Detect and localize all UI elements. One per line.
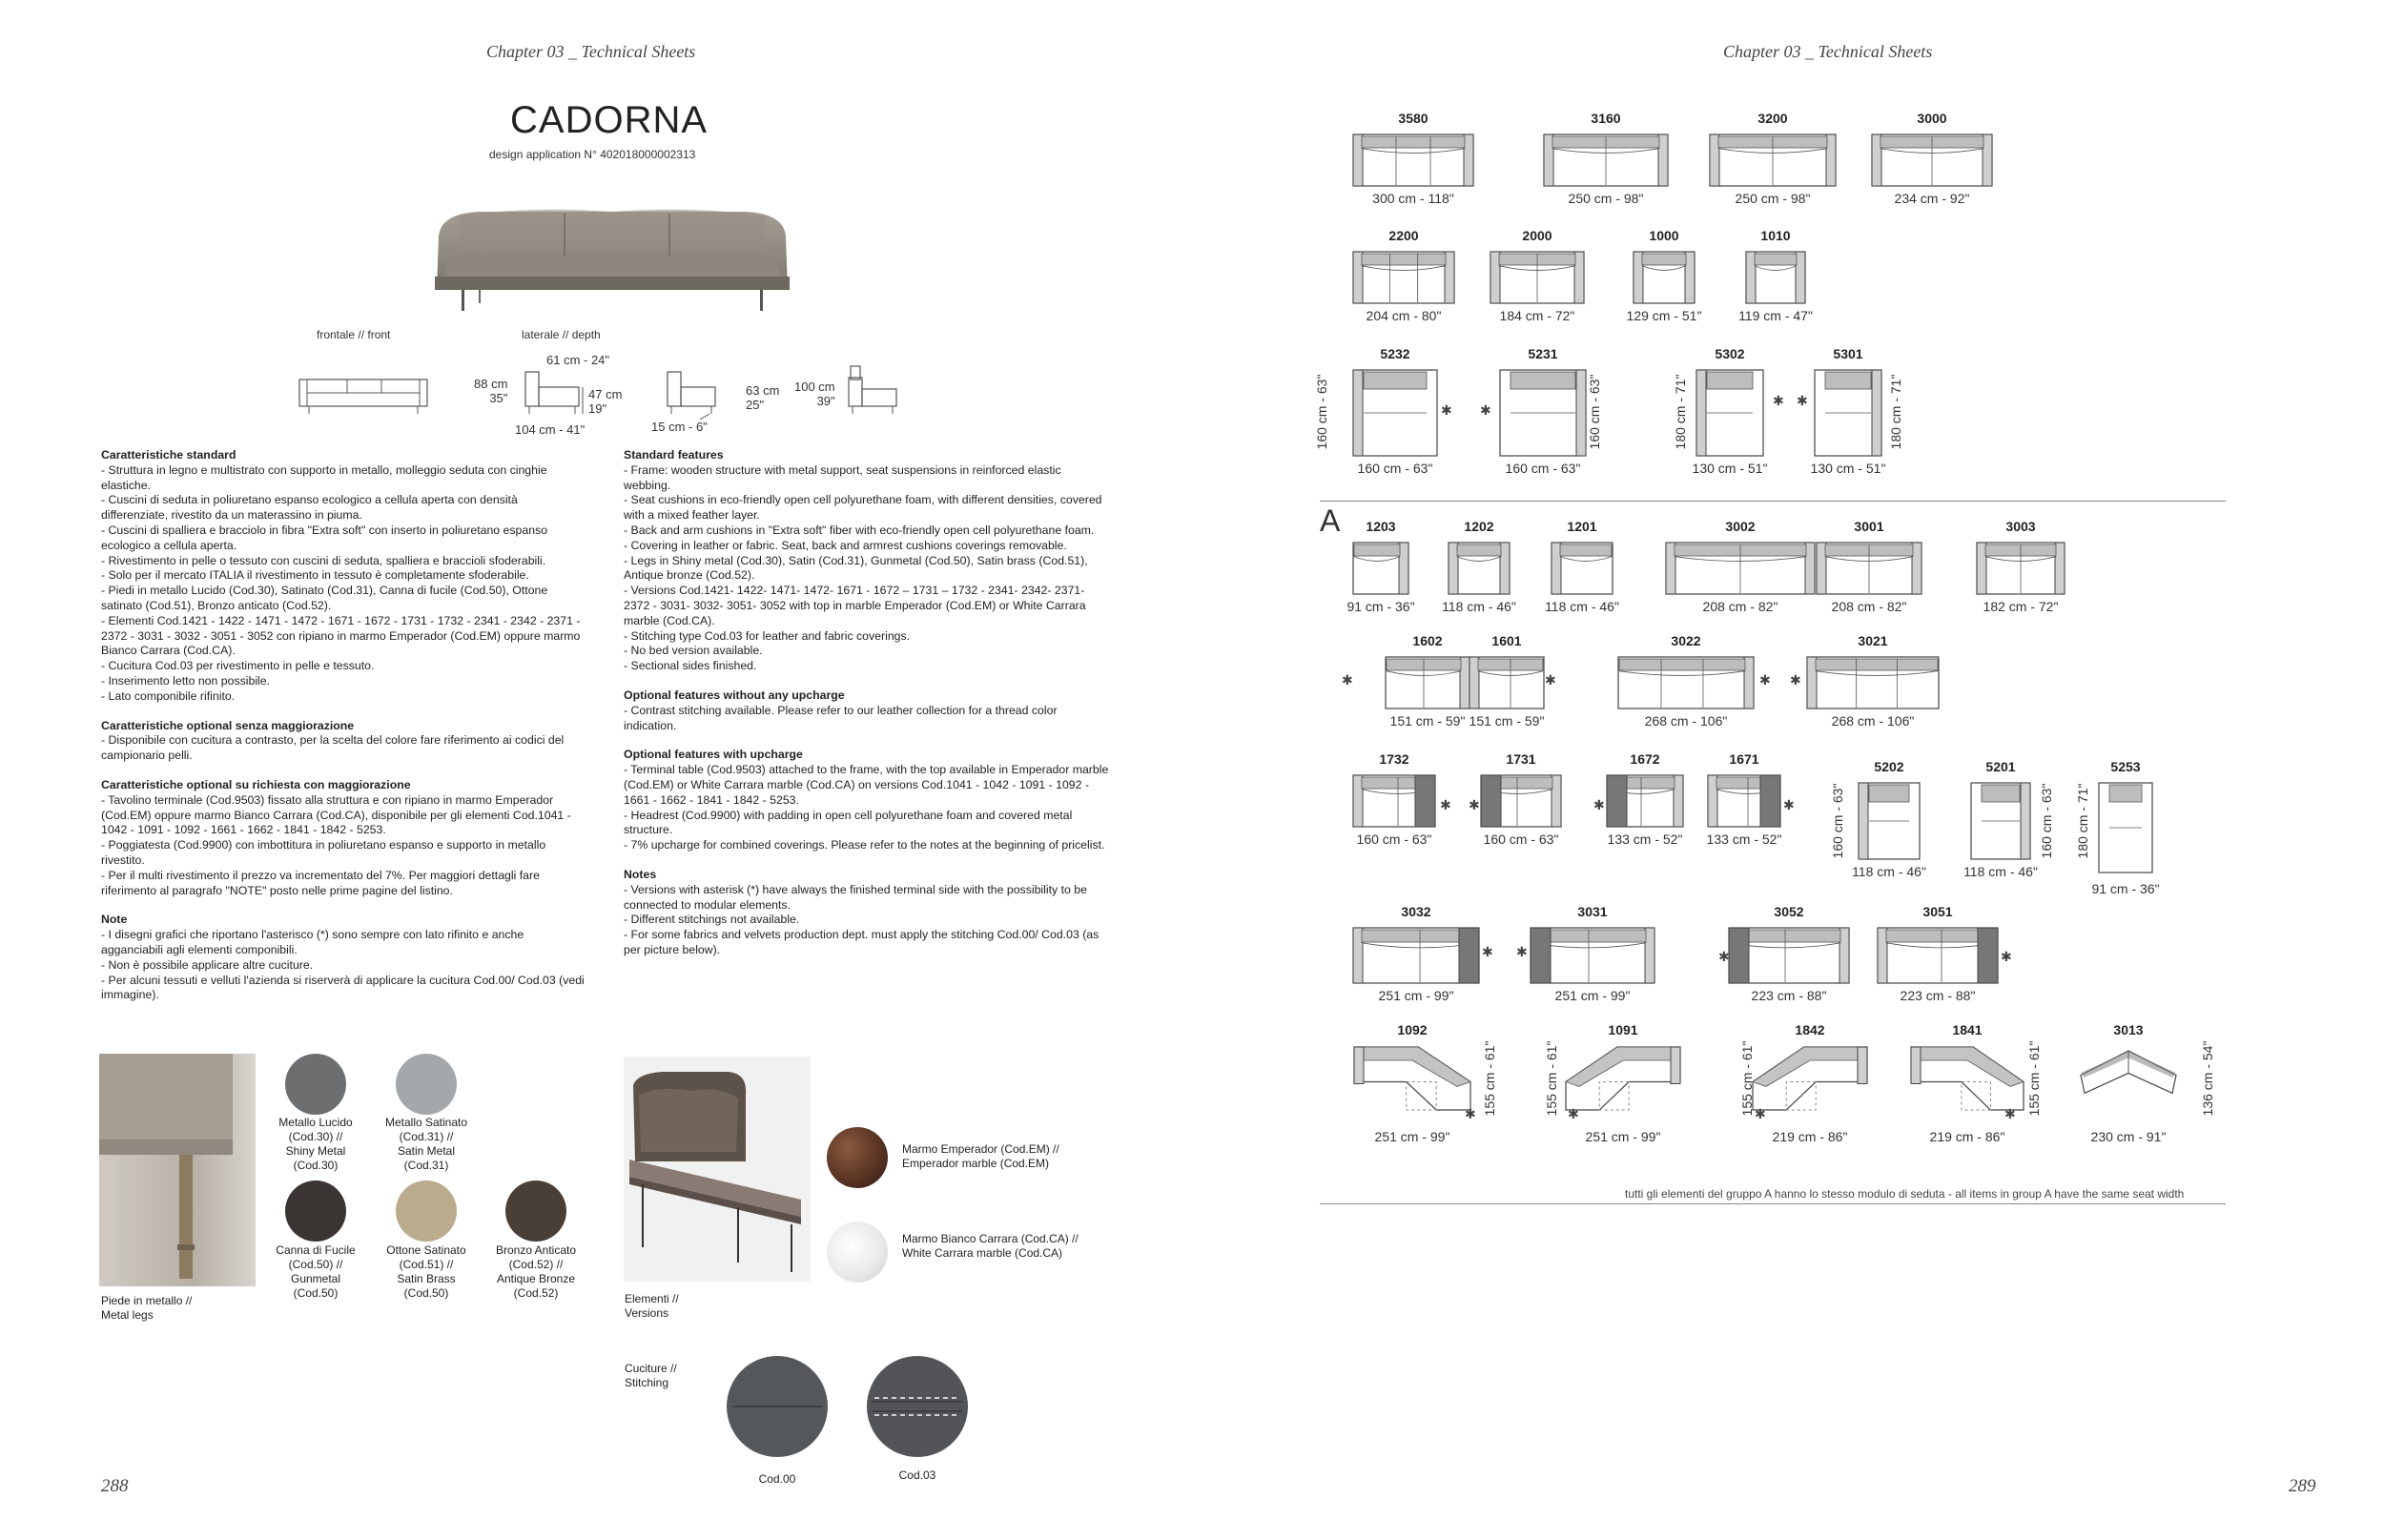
module-drawing-3052 [1728, 927, 1850, 989]
page-number-right: 289 [2289, 1476, 2316, 1496]
it-standard-line: - Solo per il mercato ITALIA il rivestimento in tessuto è completamente sfoderabile. [101, 568, 529, 583]
asterisk-icon: ✱ [1465, 1106, 1476, 1121]
leg-finish-swatch [505, 1181, 566, 1242]
module-code: 3021 [1858, 633, 1888, 648]
group-a-letter: A [1320, 503, 1341, 538]
module-code: 3001 [1854, 519, 1884, 534]
module-drawing-3160 [1543, 133, 1669, 192]
leg-finish-label: Metallo Satinato (Cod.31) // Satin Metal (Cod.31) [384, 1116, 468, 1172]
module-dimension: 251 cm - 99" [1585, 1129, 1661, 1144]
module-code: 1671 [1729, 751, 1759, 767]
module-dimension: 151 cm - 59" [1389, 713, 1466, 729]
it-optional-upcharge-line: - Per il multi rivestimento il prezzo va incrementato del 7%. Per maggiori dettagli fare riferimento al paragrafo "NOTE" posto nelle prime pagine del listino. [101, 868, 540, 897]
versions-photo [624, 1057, 811, 1282]
asterisk-icon: ✱ [2001, 949, 2012, 964]
group-a-divider [1320, 501, 2226, 502]
versions-caption: Elementi // Versions [625, 1292, 679, 1320]
en-notes-title: Notes [624, 867, 657, 881]
module-code: 5302 [1715, 346, 1745, 361]
it-optional-upcharge-title: Caratteristiche optional su richiesta con maggiorazione [101, 777, 411, 791]
side-view-arm-drawing [662, 370, 729, 422]
module-dimension: 129 cm - 51" [1626, 308, 1702, 323]
it-standard-line: - Elementi Cod.1421 - 1422 - 1471 - 1472 - 1671 - 1672 - 1731 - 1732 - 2341 - 2342 - 2371 - 2372 - 3031 - 3032 - 3051 - 3052 con ripiano in marmo Emperador (Cod.EM) oppure marmo Bianco Carrara (Cod.CA). [101, 613, 581, 658]
it-optional-free-title: Caratteristiche optional senza maggiorazione [101, 718, 355, 732]
module-dimension: 182 cm - 72" [1983, 599, 2059, 614]
module-code: 1092 [1397, 1022, 1428, 1037]
en-standard-line: - Frame: wooden structure with metal support, seat suspensions in reinforced elastic webbing. [624, 462, 1061, 492]
module-dimension: 230 cm - 91" [2090, 1129, 2167, 1144]
module-drawing-3021 [1806, 656, 1940, 714]
module-vertical-dimension: 180 cm - 71" [1888, 374, 1903, 450]
en-optional-free-line: - Contrast stitching available. Please refer to our leather collection for a thread color indication. [624, 703, 1058, 732]
module-dimension: 208 cm - 82" [1831, 599, 1907, 614]
module-dimension: 234 cm - 92" [1894, 191, 1970, 206]
module-dimension: 250 cm - 98" [1735, 191, 1811, 206]
leg-finish-label: Bronzo Anticato (Cod.52) // Antique Bronze (Cod.52) [495, 1243, 577, 1300]
module-drawing-1202 [1448, 542, 1511, 600]
leg-finish-label: Canna di Fucile (Cod.50) // Gunmetal (Cod.50) [276, 1243, 356, 1300]
module-dimension: 160 cm - 63" [1505, 461, 1581, 476]
en-standard-line: - Back and arm cushions in "Extra soft" fiber with eco-friendly open cell polyurethane foam. [624, 523, 1095, 537]
module-code: 3022 [1671, 633, 1701, 648]
module-drawing-3022 [1617, 656, 1755, 714]
module-drawing-2200 [1352, 251, 1455, 309]
asterisk-icon: ✱ [1480, 402, 1491, 418]
module-vertical-dimension: 155 cm - 61" [1544, 1040, 1559, 1117]
leg-finish-swatch [285, 1181, 346, 1242]
module-code: 3160 [1591, 111, 1621, 126]
front-view-drawing [298, 370, 431, 421]
marble-label: Marmo Emperador (Cod.EM) // Emperador marble (Cod.EM) [902, 1142, 1059, 1170]
asterisk-icon: ✱ [1759, 672, 1771, 688]
module-code: 5202 [1874, 759, 1904, 774]
module-code: 1841 [1952, 1022, 1983, 1037]
en-standard-title: Standard features [624, 448, 724, 462]
module-drawing-3001 [1816, 542, 1922, 600]
module-vertical-dimension: 180 cm - 71" [1673, 374, 1688, 450]
it-standard-line: - Rivestimento in pelle o tessuto con cuscini di seduta, spalliera e braccioli sfoderabili. [101, 553, 546, 567]
module-code: 5232 [1380, 346, 1410, 361]
module-vertical-dimension: 160 cm - 63" [1314, 374, 1329, 450]
module-drawing-1731 [1480, 774, 1562, 832]
en-standard-line: - Covering in leather or fabric. Seat, back and armrest cushions coverings removable. [624, 538, 1067, 552]
metal-legs-caption: Piede in metallo // Metal legs [101, 1294, 193, 1322]
asterisk-icon: ✱ [1783, 797, 1795, 812]
asterisk-icon: ✱ [1593, 797, 1605, 812]
module-drawing-1091 [1564, 1045, 1682, 1117]
page-number-left: 288 [101, 1476, 129, 1496]
leg-finish-swatch [396, 1181, 457, 1242]
asterisk-icon: ✱ [2004, 1106, 2016, 1121]
module-drawing-3003 [1976, 542, 2065, 600]
stitching-code-label: Cod.00 [758, 1472, 796, 1486]
module-dimension: 118 cm - 46" [1852, 864, 1926, 879]
module-code: 1672 [1630, 751, 1660, 767]
module-dimension: 184 cm - 72" [1499, 308, 1575, 323]
side-view-headrest-drawing [845, 364, 902, 422]
module-drawing-5201 [1970, 782, 2031, 865]
module-drawing-3051 [1877, 927, 1999, 989]
module-vertical-dimension: 136 cm - 54" [2200, 1040, 2215, 1117]
module-code: 1203 [1366, 519, 1396, 534]
en-optional-upcharge-line: - Headrest (Cod.9900) with padding in open cell polyurethane foam and covered metal structure. [624, 808, 1073, 837]
module-drawing-3032 [1352, 927, 1480, 989]
marble-swatch [827, 1222, 888, 1283]
it-standard-line: - Cuscini di spalliera e bracciolo in fibra "Extra soft" con inserto in poliuretano espanso ecologico a cellula aperta. [101, 523, 548, 552]
en-optional-upcharge-line: - 7% upcharge for combined coverings. Please refer to the notes at the beginning of pricelist. [624, 838, 1105, 852]
en-note-line: - Different stitchings not available. [624, 913, 800, 927]
leg-finish-label: Metallo Lucido (Cod.30) // Shiny Metal (Cod.30) [278, 1116, 353, 1172]
module-drawing-1203 [1352, 542, 1409, 600]
module-code: 3013 [2113, 1022, 2144, 1037]
leg-finish-swatch [285, 1054, 346, 1115]
module-dimension: 118 cm - 46" [1442, 599, 1516, 614]
leg-finish-label: Ottone Satinato (Cod.51) // Satin Brass (Cod.50) [386, 1243, 466, 1300]
asterisk-icon: ✱ [1773, 393, 1784, 408]
module-vertical-dimension: 160 cm - 63" [1587, 374, 1602, 450]
module-dimension: 300 cm - 118" [1372, 191, 1454, 206]
module-code: 1731 [1506, 751, 1536, 767]
module-drawing-5302 [1696, 369, 1764, 462]
module-dimension: 251 cm - 99" [1378, 988, 1454, 1003]
product-title: CADORNA [510, 99, 709, 141]
module-code: 1000 [1649, 228, 1679, 243]
module-code: 2200 [1388, 228, 1419, 243]
module-drawing-3013 [2079, 1045, 2178, 1117]
module-drawing-5202 [1858, 782, 1921, 865]
stitching-caption: Cuciture // Stitching [625, 1362, 677, 1389]
asterisk-icon: ✱ [1718, 949, 1730, 964]
module-dimension: 160 cm - 63" [1356, 832, 1432, 847]
module-vertical-dimension: 155 cm - 61" [1739, 1040, 1755, 1117]
module-dimension: 160 cm - 63" [1483, 832, 1559, 847]
en-standard-line: - Versions Cod.1421- 1422- 1471- 1472- 1671 - 1672 – 1731 – 1732 - 2341- 2342- 2371- 2372 - 3031- 3032- 3051- 3052 with top in marble Emperador (Cod.EM) or White Carrara marble (Cod.CA). [624, 584, 1086, 627]
module-dimension: 91 cm - 36" [2091, 881, 2160, 896]
italian-features-column [101, 448, 587, 1017]
side-view-drawing [520, 370, 586, 422]
module-vertical-dimension: 155 cm - 61" [1482, 1040, 1497, 1117]
it-note-line: - I disegni grafici che riportano l'asterisco (*) sono sempre con lato rifinito e anche agganciabili agli elementi componibili. [101, 928, 524, 956]
module-drawing-3580 [1352, 133, 1474, 192]
module-dimension: 118 cm - 46" [1963, 864, 2038, 879]
it-note-line: - Per alcuni tessuti e velluti l'azienda si riserverà di applicare la cucitura Cod.00/ Cod.03 (vedi immagine). [101, 973, 585, 1002]
module-code: 5301 [1833, 346, 1863, 361]
module-dimension: 268 cm - 106" [1644, 713, 1728, 729]
module-dimension: 204 cm - 80" [1366, 308, 1442, 323]
module-vertical-dimension: 160 cm - 63" [1830, 783, 1845, 859]
module-dimension: 251 cm - 99" [1554, 988, 1631, 1003]
module-code: 1010 [1760, 228, 1791, 243]
module-vertical-dimension: 180 cm - 71" [2075, 783, 2090, 859]
module-code: 1842 [1795, 1022, 1825, 1037]
dim-headrest-height: 100 cm 39" [794, 380, 835, 408]
module-vertical-dimension: 160 cm - 63" [2039, 783, 2054, 859]
en-standard-line: - Legs in Shiny metal (Cod.30), Satin (Cod.31), Gunmetal (Cod.50), Satin brass (Cod.51), Antique bronze (Cod.52). [624, 553, 1088, 583]
it-optional-upcharge-line: - Poggiatesta (Cod.9900) con imbottitura in poliuretano espanso e supporto in metallo rivestito. [101, 838, 546, 867]
it-standard-title: Caratteristiche standard [101, 448, 236, 462]
asterisk-icon: ✱ [1790, 672, 1801, 688]
it-standard-line: - Piedi in metallo Lucido (Cod.30), Satinato (Cod.31), Canna di fucile (Cod.50), Ottone satinato (Cod.51), Bronzo anticato (Cod.52). [101, 584, 548, 612]
module-dimension: 251 cm - 99" [1374, 1129, 1450, 1144]
it-optional-free-line: - Disponibile con cucitura a contrasto, per la scelta del colore fare riferimento ai codici del campionario pelli. [101, 733, 565, 763]
module-dimension: 219 cm - 86" [1929, 1129, 2005, 1144]
stitching-code-label: Cod.03 [898, 1468, 936, 1482]
module-code: 2000 [1522, 228, 1552, 243]
module-drawing-1010 [1745, 251, 1806, 309]
module-dimension: 130 cm - 51" [1692, 461, 1768, 476]
module-vertical-dimension: 155 cm - 61" [2026, 1040, 2042, 1117]
asterisk-icon: ✱ [1755, 1106, 1766, 1121]
module-dimension: 268 cm - 106" [1831, 713, 1915, 729]
en-optional-upcharge-title: Optional features with upcharge [624, 748, 803, 762]
chapter-header-left: Chapter 03 _ Technical Sheets [486, 42, 696, 61]
module-drawing-1672 [1606, 774, 1684, 832]
module-code: 1202 [1464, 519, 1494, 534]
module-drawing-5301 [1814, 369, 1882, 462]
en-standard-line: - No bed version available. [624, 644, 763, 658]
module-dimension: 119 cm - 47" [1738, 308, 1813, 323]
module-code: 1732 [1379, 751, 1409, 767]
leg-finish-swatch [396, 1054, 457, 1115]
module-drawing-1732 [1352, 774, 1436, 832]
module-code: 3200 [1757, 111, 1788, 126]
module-drawing-3000 [1871, 133, 1993, 192]
group-a-footnote: tutti gli elementi del gruppo A hanno lo stesso modulo di seduta - all items in group A have the same seat width [1625, 1187, 2185, 1201]
asterisk-icon: ✱ [1568, 1106, 1579, 1121]
dim-seat-height: 47 cm 19" [588, 387, 623, 416]
module-dimension: 118 cm - 46" [1545, 599, 1619, 614]
asterisk-icon: ✱ [1545, 672, 1556, 688]
dim-arm-height: 63 cm 25" [746, 383, 780, 412]
dim-height: 88 cm 35" [474, 377, 508, 405]
module-dimension: 91 cm - 36" [1346, 599, 1415, 614]
dim-foot: 15 cm - 6" [651, 420, 708, 434]
en-optional-free-title: Optional features without any upcharge [624, 688, 845, 702]
module-drawing-5231 [1499, 369, 1587, 462]
dim-seat-depth: 61 cm - 24" [546, 353, 610, 367]
marble-swatch [827, 1127, 888, 1188]
module-code: 1601 [1491, 633, 1522, 648]
it-standard-line: - Cucitura Cod.03 per rivestimento in pelle e tessuto. [101, 659, 375, 673]
module-code: 5201 [1985, 759, 2016, 774]
module-dimension: 133 cm - 52" [1706, 832, 1782, 847]
module-drawing-2000 [1490, 251, 1585, 309]
module-drawing-1092 [1352, 1045, 1472, 1117]
module-drawing-1201 [1551, 542, 1613, 600]
dim-depth: 104 cm - 41" [515, 422, 586, 437]
front-view-label: frontale // front [317, 328, 391, 341]
en-standard-line: - Sectional sides finished. [624, 659, 757, 673]
module-code: 5231 [1528, 346, 1558, 361]
module-dimension: 151 cm - 59" [1469, 713, 1545, 729]
stitching-cod03-swatch [865, 1354, 970, 1464]
it-standard-line: - Struttura in legno e multistrato con supporto in metallo, molleggio seduta con cinghie elastiche. [101, 462, 547, 492]
group-a-bottom-divider [1320, 1203, 2226, 1204]
module-code: 3031 [1577, 904, 1608, 919]
module-drawing-3002 [1665, 542, 1816, 600]
en-standard-line: - Seat cushions in eco-friendly open cell polyurethane foam, with different densities, covered with a mixed feather layer. [624, 493, 1102, 523]
module-code: 1091 [1608, 1022, 1638, 1037]
design-application-note: design application N° 402018000002313 [489, 148, 696, 161]
it-standard-line: - Cuscini di seduta in poliuretano espanso ecologico a cellula aperta con densità differenziate, rivestito da un materassino in piuma. [101, 493, 518, 523]
english-features-column [624, 448, 1110, 973]
chapter-header-right: Chapter 03 _ Technical Sheets [1723, 42, 1933, 61]
marble-label: Marmo Bianco Carrara (Cod.CA) // White Carrara marble (Cod.CA) [902, 1232, 1079, 1260]
depth-view-label: laterale // depth [522, 328, 601, 341]
module-dimension: 130 cm - 51" [1810, 461, 1886, 476]
en-optional-upcharge-line: - Terminal table (Cod.9503) attached to the frame, with the top available in Emperador marble (Cod.EM) or White Carrara marble (Cod.CA) on versions Cod.1041 - 1042 - 1091 - 1092 - 1661 - 1662 - 1841 - 1842 - 5253. [624, 763, 1109, 807]
it-notes-title: Note [101, 913, 128, 927]
module-code: 3052 [1774, 904, 1804, 919]
module-drawing-3200 [1709, 133, 1837, 192]
module-code: 3000 [1917, 111, 1947, 126]
module-code: 3580 [1398, 111, 1428, 126]
sofa-hero-image [421, 198, 803, 313]
asterisk-icon: ✱ [1440, 797, 1451, 812]
module-dimension: 208 cm - 82" [1702, 599, 1778, 614]
module-code: 1602 [1412, 633, 1443, 648]
metal-leg-photo [99, 1054, 256, 1286]
en-standard-line: - Stitching type Cod.03 for leather and fabric coverings. [624, 628, 911, 643]
module-code: 5253 [2110, 759, 2141, 774]
module-drawing-1601 [1469, 656, 1545, 714]
module-drawing-1000 [1633, 251, 1696, 309]
module-drawing-1602 [1385, 656, 1470, 714]
module-drawing-5232 [1352, 369, 1438, 462]
module-code: 3051 [1922, 904, 1953, 919]
asterisk-icon: ✱ [1516, 944, 1528, 959]
module-drawing-5253 [2098, 782, 2153, 878]
it-standard-line: - Inserimento letto non possibile. [101, 673, 271, 688]
module-dimension: 133 cm - 52" [1607, 832, 1683, 847]
module-drawing-1671 [1707, 774, 1781, 832]
stitching-cod00-swatch [725, 1354, 830, 1464]
it-standard-line: - Lato componibile rifinito. [101, 688, 236, 703]
asterisk-icon: ✱ [1482, 944, 1493, 959]
en-note-line: - For some fabrics and velvets production dept. must apply the stitching Cod.00/ Cod.03 (as per picture below). [624, 928, 1100, 956]
module-dimension: 223 cm - 88" [1900, 988, 1976, 1003]
module-dimension: 223 cm - 88" [1751, 988, 1827, 1003]
module-code: 3003 [2005, 519, 2036, 534]
module-code: 1201 [1567, 519, 1597, 534]
module-drawing-1842 [1751, 1045, 1869, 1117]
module-dimension: 160 cm - 63" [1357, 461, 1433, 476]
it-note-line: - Non è possibile applicare altre cuciture. [101, 957, 314, 972]
module-code: 3032 [1401, 904, 1431, 919]
module-dimension: 219 cm - 86" [1772, 1129, 1848, 1144]
module-dimension: 250 cm - 98" [1568, 191, 1644, 206]
asterisk-icon: ✱ [1342, 672, 1353, 688]
it-optional-upcharge-line: - Tavolino terminale (Cod.9503) fissato alla struttura e con ripiano in marmo Emperador (Cod.EM) oppure marmo Bianco Carrara (Cod.CA), disponibile per gli elementi Cod.1041 - 1042 - 1091 - 1092 - 1661 - 1662 - 1841 - 1842 - 5253. [101, 792, 571, 837]
module-code: 3002 [1725, 519, 1756, 534]
module-drawing-3031 [1530, 927, 1655, 989]
asterisk-icon: ✱ [1441, 402, 1452, 418]
asterisk-icon: ✱ [1797, 393, 1808, 408]
asterisk-icon: ✱ [1469, 797, 1480, 812]
en-note-line: - Versions with asterisk (*) have always the finished terminal side with the possibility to be connected to modular elements. [624, 882, 1087, 912]
